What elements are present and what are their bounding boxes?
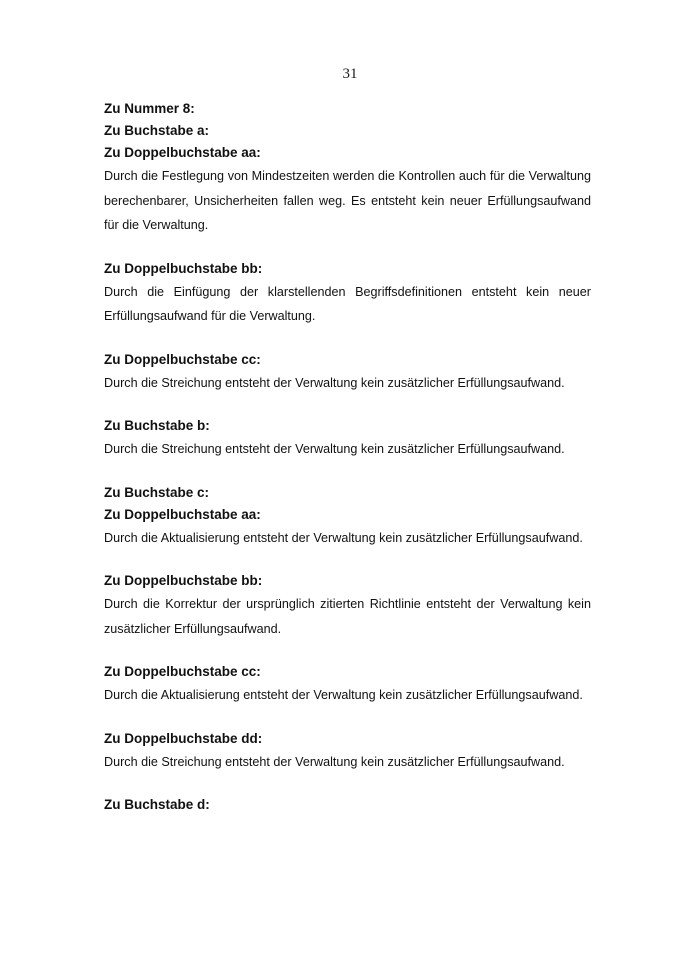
section-subheading: Zu Doppelbuchstabe aa: xyxy=(104,506,261,522)
section-heading: Zu Doppelbuchstabe bb: xyxy=(104,573,263,588)
section-heading: Zu Buchstabe c: xyxy=(104,484,210,500)
document-body xyxy=(104,98,591,816)
page-number: 31 xyxy=(342,66,358,82)
section-paragraph: Durch die Korrektur der ursprünglich zitierten Richtlinie entsteht der Verwaltung kein zusätzlicher Erfüllungsaufwand. xyxy=(104,597,591,636)
section-heading: Zu Doppelbuchstabe dd: xyxy=(104,730,263,746)
section-heading: Zu Doppelbuchstabe bb: xyxy=(104,260,263,276)
section-heading: Zu Doppelbuchstabe cc: xyxy=(104,664,261,679)
section-paragraph: Durch die Einfügung der klarstellenden Begriffsdefinitionen entsteht kein neuer Erfüllungsaufwand für die Verwaltung. xyxy=(104,284,591,323)
section-paragraph: Durch die Streichung entsteht der Verwaltung kein zusätzlicher Erfüllungsaufwand. xyxy=(104,442,565,456)
section-paragraph: Durch die Aktualisierung entsteht der Verwaltung kein zusätzlicher Erfüllungsaufwand. xyxy=(104,688,583,702)
section-subsubheading: Zu Doppelbuchstabe aa: xyxy=(104,145,261,160)
section-heading: Zu Buchstabe d: xyxy=(104,797,210,812)
section-c-cc xyxy=(104,661,591,708)
section-subheading: Zu Buchstabe a: xyxy=(104,123,210,138)
section-paragraph: Durch die Aktualisierung entsteht der Verwaltung kein zusätzlicher Erfüllungsaufwand. xyxy=(104,530,583,545)
section-a-bb xyxy=(104,258,591,329)
section-c-aa xyxy=(104,482,591,551)
section-heading: Zu Doppelbuchstabe cc: xyxy=(104,351,261,367)
section-paragraph: Durch die Festlegung von Mindestzeiten werden die Kontrollen auch für die Verwaltung berechenbarer, Unsicherheiten fallen weg. Es entsteht kein neuer Erfüllungsaufwand für die Verwaltung. xyxy=(104,169,591,232)
section-heading: Zu Nummer 8: xyxy=(104,101,195,116)
section-nummer-8-a-aa xyxy=(104,98,591,238)
section-paragraph: Durch die Streichung entsteht der Verwaltung kein zusätzlicher Erfüllungsaufwand. xyxy=(104,754,565,769)
section-heading: Zu Buchstabe b: xyxy=(104,418,210,433)
section-b xyxy=(104,415,591,462)
section-d xyxy=(104,794,591,816)
section-c-dd xyxy=(104,728,591,775)
section-a-cc xyxy=(104,349,591,396)
section-paragraph: Durch die Streichung entsteht der Verwaltung kein zusätzlicher Erfüllungsaufwand. xyxy=(104,375,565,390)
section-c-bb xyxy=(104,570,591,641)
